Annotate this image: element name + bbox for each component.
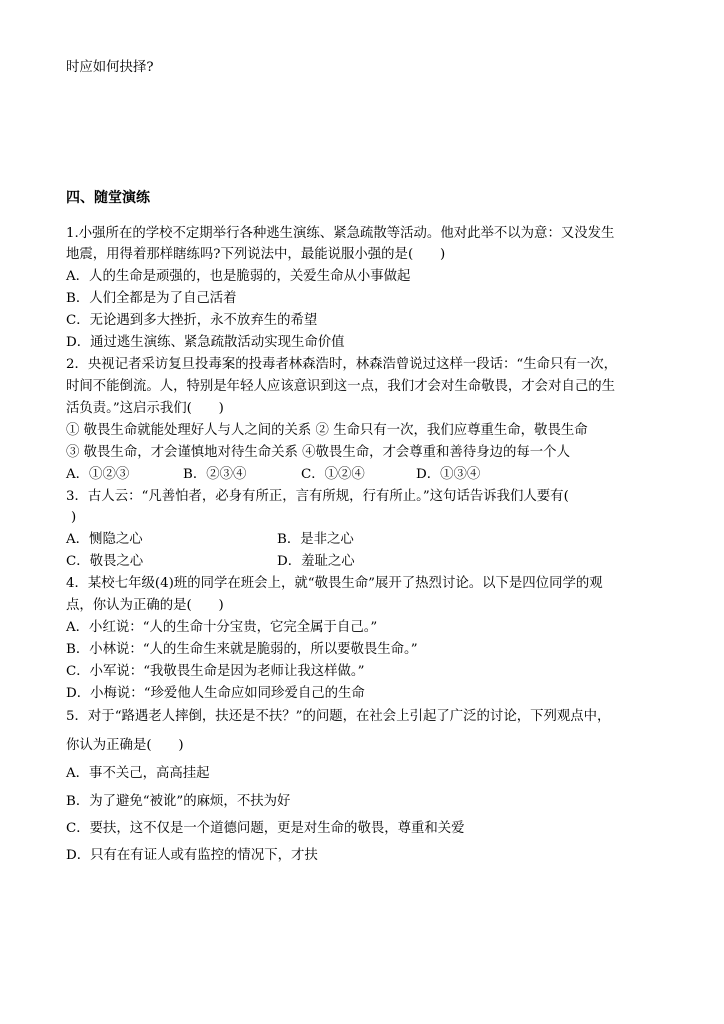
q3-option-d: D．羞耻之心 [277, 554, 355, 569]
q1-option-d: D．通过逃生演练、紧急疏散活动实现生命价值 [66, 335, 345, 350]
q2-statement-line2: ③ 敬畏生命，才会谨慎地对待生命关系 ④敬畏生命，才会尊重和善待身边的每一个人 [66, 445, 570, 460]
q2-option-c: C．①②④ [301, 467, 365, 482]
q3-stem-line2: ) [71, 510, 77, 525]
q1-option-c: C．无论遇到多大挫折，永不放弃生的希望 [66, 313, 318, 328]
q4-stem-line1: 4．某校七年级(4)班的同学在班会上，就“敬畏生命”展开了热烈讨论。以下是四位同学的观 [66, 576, 603, 591]
q3-option-b: B．是非之心 [277, 532, 354, 547]
intro-tail-text: 时应如何抉择? [66, 60, 154, 75]
q2-stem-line1: 2．央视记者采访复旦投毒案的投毒者林森浩时，林森浩曾说过这样一段话：“生命只有一次， [66, 357, 617, 372]
q4-stem-line2: 点，你认为正确的是( ) [66, 598, 224, 613]
q3-stem-line1: 3．古人云：“凡善怕者，必身有所正，言有所规，行有所止。”这句话告诉我们人要有( [66, 489, 569, 504]
q3-option-a: A．恻隐之心 [66, 532, 143, 547]
q4-option-b: B．小林说：“人的生命生来就是脆弱的，所以要敬畏生命。” [66, 642, 418, 657]
q4-option-c: C．小军说：“我敬畏生命是因为老师让我这样做。” [66, 664, 365, 679]
q2-stem-line2: 时间不能倒流。人，特别是年轻人应该意识到这一点，我们才会对生命敬畏，才会对自己的生 [66, 379, 616, 394]
q5-option-a: A．事不关己，高高挂起 [66, 766, 210, 781]
q1-stem-line1: 1.小强所在的学校不定期举行各种逃生演练、紧急疏散等活动。他对此举不以为意：又没发生 [66, 226, 615, 241]
section-title: 四、随堂演练 [66, 190, 150, 206]
q2-option-d: D．①③④ [416, 467, 481, 482]
q2-stem-line3: 活负责。”这启示我们( ) [66, 401, 224, 416]
q1-option-a: A．人的生命是顽强的，也是脆弱的，关爱生命从小事做起 [66, 269, 411, 284]
q5-stem-line2: 你认为正确是( ) [66, 738, 184, 753]
q5-stem-line1: 5．对于“路遇老人摔倒，扶还是不扶？”的问题，在社会上引起了广泛的讨论，下列观点中， [66, 709, 611, 724]
q2-option-b: B．②③④ [183, 467, 247, 482]
q5-option-d: D．只有在有证人或有监控的情况下，才扶 [66, 848, 318, 863]
q3-option-c: C．敬畏之心 [66, 554, 144, 569]
q1-option-b: B．人们全都是为了自己活着 [66, 291, 237, 306]
q1-stem-line2: 地震，用得着那样瞎练吗?下列说法中，最能说服小强的是( ) [66, 247, 446, 262]
q4-option-a: A．小红说：“人的生命十分宝贵，它完全属于自己。” [66, 620, 378, 635]
q4-option-d: D．小梅说：“珍爱他人生命应如同珍爱自己的生命 [66, 686, 365, 701]
q5-option-c: C．要扶，这不仅是一个道德问题，更是对生命的敬畏，尊重和关爱 [66, 821, 465, 836]
q2-option-a: A．①②③ [66, 467, 130, 482]
q2-statement-line1: ① 敬畏生命就能处理好人与人之间的关系 ② 生命只有一次，我们应尊重生命，敬畏生命 [66, 423, 588, 438]
q5-option-b: B．为了避免“被讹”的麻烦，不扶为好 [66, 794, 291, 809]
